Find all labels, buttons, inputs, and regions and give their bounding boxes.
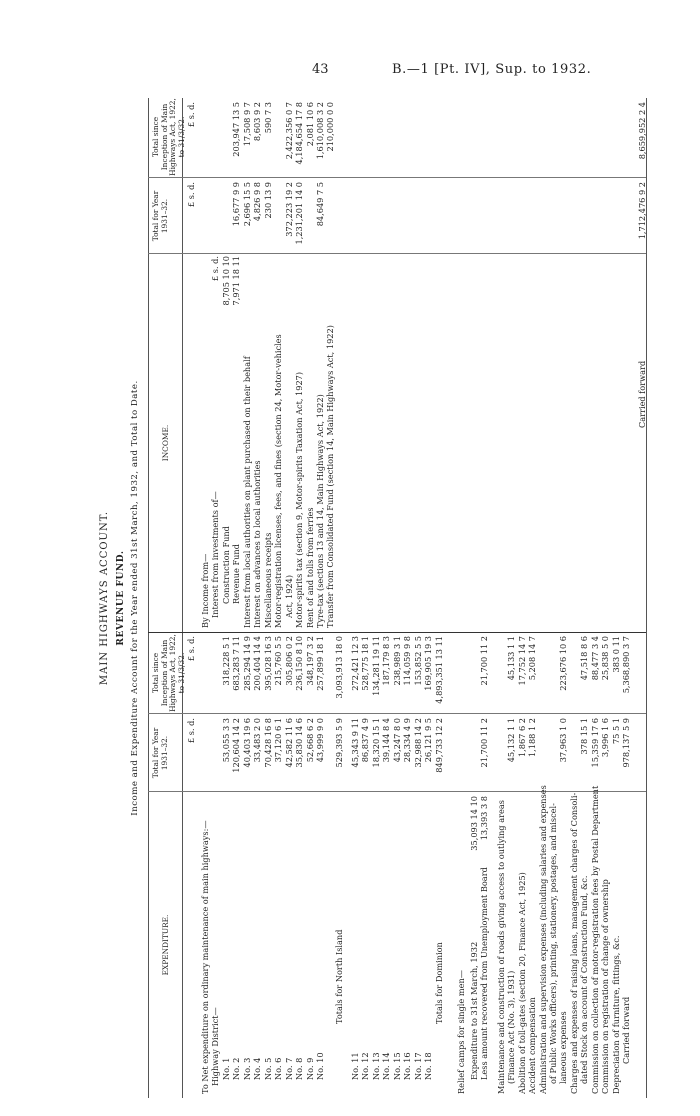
expenditure-row (273, 633, 283, 1098)
header-top-rule (148, 98, 149, 1098)
income-row (200, 98, 210, 632)
expenditure-since-amount: 153,852 5 5 (413, 636, 423, 686)
expenditure-since-amount: 25,838 5 0 (600, 636, 610, 681)
income-year-amount: 84,649 7 5 (315, 182, 325, 227)
account-title: MAIN HIGHWAYS ACCOUNT. (99, 510, 110, 686)
expenditure-row (506, 633, 516, 1098)
income-label: Construction Fund (221, 526, 231, 604)
income-row (284, 98, 294, 632)
expenditure-label: No. 7 (284, 1057, 294, 1080)
expenditure-row (315, 633, 325, 1098)
expenditure-row (360, 633, 370, 1098)
expenditure-year-amount: 39,144 8 4 (381, 718, 391, 763)
income-year-amount: 16,677 9 9 (231, 182, 241, 227)
expenditure-row (305, 633, 315, 1098)
income-label: Carried forward (637, 360, 647, 428)
expenditure-year-amount: 849,733 12 2 (434, 718, 444, 773)
income-since-amount: 203,947 13 5 (231, 102, 241, 157)
expenditure-since-amount: 134,281 19 11 (371, 636, 381, 696)
expenditure-year-amount: 120,604 14 2 (231, 718, 241, 773)
expenditure-label: Abolition of toll-gates (section 20, Finance Act, 1925) (517, 872, 527, 1094)
expenditure-year-amount: 37,120 6 1 (273, 718, 283, 763)
expenditure-since-amount: 683,283 7 11 (231, 636, 241, 691)
expenditure-row (517, 633, 527, 1098)
expenditure-since-amount: 5,208 14 7 (527, 636, 537, 681)
expenditure-row (600, 633, 610, 1098)
income-since-amount: 590 7 3 (263, 102, 273, 134)
expenditure-row (423, 633, 433, 1098)
expenditure-year-amount: 35,830 14 6 (294, 718, 304, 768)
expenditure-year-amount: 529,393 5 9 (334, 718, 344, 768)
income-year-amount: 2,696 15 5 (242, 182, 252, 227)
expenditure-since-amount: 4,893,351 13 11 (434, 636, 444, 704)
expenditure-year-amount: 52,668 6 2 (305, 718, 315, 763)
expenditure-label: of Public Works officers), printing, stationery, postages, and miscel- (548, 803, 558, 1084)
expenditure-label: dated Stock on account of Construction Fund, &c. (579, 875, 589, 1084)
income-sub-amount: 7,971 18 11 (231, 256, 241, 306)
expenditure-since-amount: 305,806 0 2 (284, 636, 294, 686)
page-reference: B.—1 [Pt. IV], Sup. to 1932. (392, 62, 592, 77)
expenditure-label: Maintenance and construction of roads giving access to outlying areas (496, 800, 506, 1094)
income-sub-amount: 8,705 10 10 (221, 256, 231, 306)
expenditure-since-amount: 169,905 19 3 (423, 636, 433, 691)
income-label: Transfer from Consolidated Fund (section 14, Main Highways Act, 1922) (325, 325, 335, 628)
expenditure-label: Highway District— (210, 1007, 220, 1086)
expenditure-row (231, 633, 241, 1098)
expenditure-since-amount: 272,421 12 3 (350, 636, 360, 691)
income-label: Revenue Fund (231, 544, 241, 604)
expenditure-label: Totals for Dominion (434, 942, 444, 1024)
expenditure-since-amount: 285,294 14 9 (242, 636, 252, 691)
income-label: Interest from local authorities on plant purchased on their behalf (242, 356, 252, 628)
expenditure-row (558, 633, 568, 1098)
income-label: Interest on advances to local authorities (252, 460, 262, 628)
expenditure-sub-amount: 13,393 3 8 (479, 796, 489, 841)
expenditure-since-amount: 3,093,913 18 0 (334, 636, 344, 699)
header-bottom-rule (182, 98, 183, 1098)
expenditure-year-amount: 37,963 1 0 (558, 718, 568, 763)
exp-since-column-header: Total since Inception of Main Highways Act, 1922, to 31/3/32. (151, 634, 186, 712)
income-since-amount: 1,610,008 3 2 (315, 102, 325, 160)
income-label: Miscellaneous receipts (263, 532, 273, 628)
income-since-amount: 2,081 10 6 (305, 102, 315, 147)
expenditure-year-amount: 86,837 4 9 (360, 718, 370, 763)
expenditure-sub-amount: 35,093 14 10 (469, 796, 479, 851)
expenditure-label: No. 15 (392, 1052, 402, 1080)
income-year-amount: 1,712,476 9 2 (637, 182, 647, 240)
expenditure-label: No. 18 (423, 1052, 433, 1080)
expenditure-row (381, 633, 391, 1098)
income-since-amount: 17,508 9 7 (242, 102, 252, 147)
expenditure-year-amount: 378 15 1 (579, 718, 589, 755)
expenditure-row (294, 633, 304, 1098)
expenditure-row (263, 633, 273, 1098)
expenditure-label: No. 12 (360, 1052, 370, 1080)
expenditure-row (548, 633, 558, 1098)
expenditure-year-amount: 43,999 9 0 (315, 718, 325, 763)
income-since-amount: 2,422,356 0 7 (284, 102, 294, 160)
income-label: Motor-spirits tax (section 9, Motor-spirits Taxation Act, 1927) (294, 371, 304, 628)
expenditure-since-amount: 17,752 14 7 (517, 636, 527, 686)
expenditure-since-amount: 236,150 8 10 (294, 636, 304, 691)
expenditure-year-amount: 15,359 17 6 (590, 718, 600, 768)
expenditure-since-amount: 528,775 18 1 (360, 636, 370, 691)
expenditure-label: No. 8 (294, 1057, 304, 1080)
income-label: By Income from— (200, 553, 210, 628)
expenditure-row (479, 633, 489, 1098)
income-label: Rent of and tolls from ferries (305, 507, 315, 628)
expenditure-since-amount: 88,477 3 4 (590, 636, 600, 681)
expenditure-label: Less amount recovered from Unemployment Board (479, 867, 489, 1080)
expenditure-year-amount: 40,403 19 6 (242, 718, 252, 768)
expenditure-row (413, 633, 423, 1098)
expenditure-label: Carried forward (621, 996, 631, 1064)
income-row (210, 98, 220, 632)
expenditure-label: No. 14 (381, 1052, 391, 1080)
income-row (294, 98, 304, 632)
income-year-amount: 1,231,201 14 0 (294, 182, 304, 245)
expenditure-since-amount: 238,989 3 1 (392, 636, 402, 686)
expenditure-label: No. 16 (402, 1052, 412, 1080)
expenditure-column-header: EXPENDITURE. (161, 914, 170, 976)
expenditure-year-amount: 1,867 6 2 (517, 718, 527, 758)
expenditure-since-amount: 47,518 8 6 (579, 636, 589, 681)
account-table (94, 98, 654, 1098)
expenditure-row (334, 633, 344, 1098)
fund-subtitle: REVENUE FUND. (116, 550, 126, 646)
expenditure-label: Expenditure to 31st March, 1932 (469, 941, 479, 1080)
expenditure-row (350, 633, 360, 1098)
income-row (305, 98, 315, 632)
account-heading: Income and Expenditure Account for the Year ended 31st March, 1932, and Total to Date. (130, 380, 140, 816)
expenditure-since-amount: 200,404 14 4 (252, 636, 262, 691)
expenditure-row (434, 633, 444, 1098)
expenditure-year-amount: 33,483 2 0 (252, 718, 262, 763)
income-row (242, 98, 252, 632)
income-label: Act, 1924) (284, 574, 294, 618)
expenditure-row (252, 633, 262, 1098)
expenditure-row (210, 633, 220, 1098)
exp-since-lsd: £ s. d. (186, 636, 196, 662)
expenditure-label: Administration and supervision expenses (including salaries and expenses (538, 785, 548, 1094)
expenditure-label: Commission on collection of motor-registration fees by Postal Department (590, 785, 600, 1094)
expenditure-year-amount: 978,137 5 9 (621, 718, 631, 768)
expenditure-year-amount: 1,188 1 2 (527, 718, 537, 758)
income-year-amount: 230 13 9 (263, 182, 273, 219)
income-row (325, 98, 335, 632)
expenditure-since-amount: 383 0 11 (611, 636, 621, 673)
expenditure-year-amount: 53,055 3 3 (221, 718, 231, 763)
income-label: Motor-registration licenses, fees, and fines (section 24, Motor-vehicles (273, 334, 283, 628)
expenditure-label: No. 13 (371, 1052, 381, 1080)
exp-year-lsd: £ s. d. (186, 718, 196, 744)
expenditure-year-amount: 26,121 9 5 (423, 718, 433, 763)
income-since-amount: 4,184,654 17 8 (294, 102, 304, 165)
inc-since-column-header: Total since Inception of Main Highways Act, 1922, to 31/3/32. (151, 98, 186, 176)
expenditure-row (579, 633, 589, 1098)
income-label: Interest from investments of— (210, 491, 220, 618)
expenditure-year-amount: 28,334 4 9 (402, 718, 412, 763)
expenditure-label: No. 17 (413, 1052, 423, 1080)
expenditure-label: No. 3 (242, 1057, 252, 1080)
income-row (252, 98, 262, 632)
expenditure-year-amount: 42,582 11 6 (284, 718, 294, 768)
expenditure-row (221, 633, 231, 1098)
expenditure-label: No. 1 (221, 1057, 231, 1080)
income-year-amount: 372,223 19 2 (284, 182, 294, 237)
expenditure-since-amount: 348,197 3 2 (305, 636, 315, 686)
expenditure-year-amount: 3,996 1 6 (600, 718, 610, 758)
expenditure-since-amount: 257,899 18 1 (315, 636, 325, 691)
income-row (315, 98, 325, 632)
expenditure-year-amount: 18,320 15 1 (371, 718, 381, 768)
inc-since-lsd: £ s. d. (186, 102, 196, 128)
expenditure-year-amount: 75 5 1 (611, 718, 621, 745)
expenditure-row (200, 633, 210, 1098)
expenditure-row (527, 633, 537, 1098)
expenditure-label: No. 11 (350, 1052, 360, 1080)
income-column-header: INCOME. (161, 424, 170, 462)
expenditure-label: No. 5 (263, 1057, 273, 1080)
expenditure-row (456, 633, 466, 1098)
expenditure-label: No. 9 (305, 1057, 315, 1080)
expenditure-year-amount: 21,700 11 2 (479, 718, 489, 768)
exp-year-column-header: Total for Year 1931–32. (151, 727, 169, 779)
income-row (231, 98, 241, 632)
expenditure-year-amount: 43,247 8 0 (392, 718, 402, 763)
expenditure-row (392, 633, 402, 1098)
expenditure-row (538, 633, 548, 1098)
income-sub-amount: £ s. d. (210, 256, 220, 282)
income-row (637, 98, 647, 632)
income-row (273, 98, 283, 632)
expenditure-year-amount: 32,988 14 2 (413, 718, 423, 768)
inc-year-lsd: £ s. d. (186, 182, 196, 208)
expenditure-label: (Finance Act (No. 3), 1931) (506, 970, 516, 1084)
expenditure-since-amount: 5,368,890 3 7 (621, 636, 631, 694)
income-year-amount: 4,826 9 8 (252, 182, 262, 222)
expenditure-since-amount: 45,133 1 1 (506, 636, 516, 681)
expenditure-row (590, 633, 600, 1098)
expenditure-label: Depreciation of furniture, fittings, &c. (611, 935, 621, 1094)
expenditure-since-amount: 21,700 11 2 (479, 636, 489, 686)
page-number: 43 (312, 62, 329, 77)
expenditure-label: Commission on registration of change of ownership (600, 879, 610, 1094)
expenditure-row (621, 633, 631, 1098)
income-row (221, 98, 231, 632)
expenditure-row (371, 633, 381, 1098)
inc-year-column-header: Total for Year 1931–32. (151, 190, 169, 242)
expenditure-label: No. 2 (231, 1057, 241, 1080)
expenditure-year-amount: 70,428 16 8 (263, 718, 273, 768)
expenditure-label: Accident compensation (527, 997, 537, 1094)
expenditure-label: No. 4 (252, 1057, 262, 1080)
expenditure-label: laneous expenses (558, 1011, 568, 1084)
expenditure-row (611, 633, 621, 1098)
expenditure-year-amount: 45,132 1 1 (506, 718, 516, 763)
expenditure-label: Relief camps for single men— (456, 970, 466, 1094)
income-label: Tyre-tax (sections 13 and 14, Main Highways Act, 1922) (315, 394, 325, 628)
expenditure-since-amount: 223,676 10 6 (558, 636, 568, 691)
income-since-amount: 8,659,952 2 4 (637, 102, 647, 160)
income-since-amount: 8,603 9 2 (252, 102, 262, 142)
expenditure-since-amount: 215,760 5 5 (273, 636, 283, 686)
expenditure-since-amount: 318,228 5 1 (221, 636, 231, 686)
expenditure-row (242, 633, 252, 1098)
expenditure-year-amount: 45,343 9 11 (350, 718, 360, 768)
income-since-amount: 210,000 0 0 (325, 102, 335, 152)
expenditure-row (402, 633, 412, 1098)
expenditure-since-amount: 187,179 8 3 (381, 636, 391, 686)
expenditure-row (284, 633, 294, 1098)
expenditure-label: Totals for North Island (334, 929, 344, 1024)
expenditure-since-amount: 114,059 9 8 (402, 636, 412, 686)
expenditure-label: To Net expenditure on ordinary maintenance of main highways:— (200, 820, 210, 1094)
expenditure-row (469, 633, 479, 1098)
expenditure-label: No. 10 (315, 1052, 325, 1080)
expenditure-row (496, 633, 506, 1098)
expenditure-label: Charges and expenses of raising loans, management charges of Consoli- (569, 792, 579, 1094)
expenditure-row (569, 633, 579, 1098)
expenditure-since-amount: 395,028 16 3 (263, 636, 273, 691)
income-row (263, 98, 273, 632)
expenditure-label: No. 6 (273, 1057, 283, 1080)
